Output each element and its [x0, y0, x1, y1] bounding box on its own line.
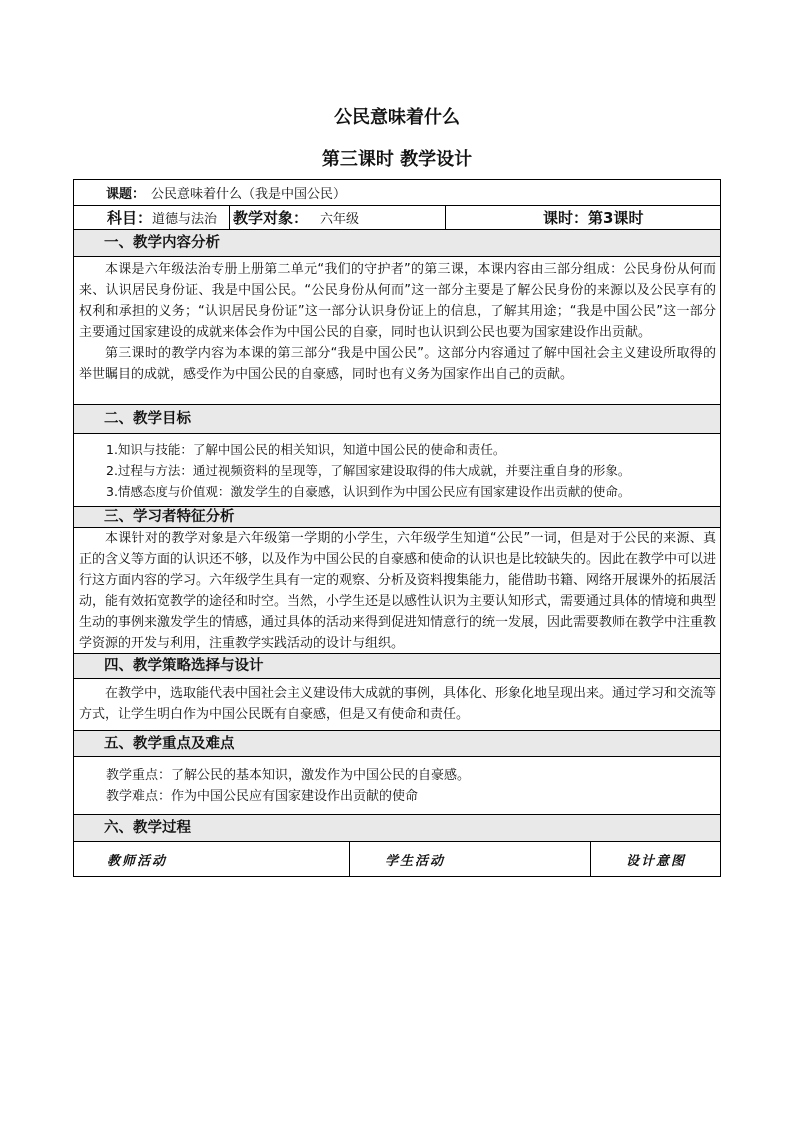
- subject-cell: [74, 206, 230, 229]
- subject-value: 道德与法治: [152, 212, 218, 227]
- section-3-text: [74, 528, 720, 654]
- topic-label: 课题：: [106, 187, 146, 202]
- section-4-heading-row: [74, 654, 720, 679]
- period-cell: [446, 206, 720, 229]
- section-4-text: [74, 679, 720, 725]
- teacher-activity-label: 教师活动: [107, 853, 168, 869]
- objective-item-3: 3.情感态度与价值观：激发学生的自豪感，认识到作为中国公民应有国家建设作出贡献的使命。: [106, 484, 631, 499]
- teacher-activity-header: [74, 842, 350, 876]
- document-subtitle: 第三课时 教学设计: [321, 149, 473, 170]
- section-3-heading-row: [74, 507, 720, 528]
- lesson-plan-table: [73, 179, 721, 877]
- design-intent-header: [591, 842, 720, 876]
- section-1-body: [74, 257, 720, 405]
- section-3-body: [74, 528, 720, 654]
- objectives-list: [74, 434, 720, 502]
- section-1-heading-row: [74, 230, 720, 257]
- section-2-body: [74, 434, 720, 507]
- key-points: [74, 757, 720, 807]
- key-point-text: 教学重点：了解公民的基本知识，激发作为中国公民的自豪感。: [106, 768, 471, 783]
- section-4-paragraph-1: 在教学中，选取能代表中国社会主义建设伟大成就的事例，具体化、形象化地呈现出来。通过学习和交流等方式，让学生明白作为中国公民既有自豪感，但是又有使命和责任。: [79, 686, 717, 722]
- section-3-paragraph-1: 本课针对的教学对象是六年级第一学期的小学生，六年级学生知道“公民”一词，但是对于公民的来源、真正的含义等方面的认识还不够，以及作为中国公民的自豪感和使命的认识也是比较缺失的。因此在教学中可以进行这方面内容的学习。六年级学生具有一定的观察、分析及资料搜集能力，能借助书籍、网络开展课外的拓展活动，能有效拓宽教学的途径和时空。当然，小学生还是以感性认识为主要认知形式，需要通过具体的情境和典型生动的事例来激发学生的情感，通过具体的活动来得到促进知情意行的统一发展，因此需要教师在教学中注重教学资源的开发与利用，注重教学实践活动的设计与组织。: [79, 531, 717, 651]
- process-table-header: [74, 842, 720, 876]
- subject-row: [74, 206, 720, 230]
- section-1-heading: 一、教学内容分析: [104, 235, 220, 251]
- section-1-paragraph-1: 本课是六年级法治专册上册第二单元“我们的守护者”的第三课，本课内容由三部分组成：公民身份从何而来、认识居民身份证、我是中国公民。“公民身份从何而”这一部分主要是了解公民身份的来源以及公民享有的权利和承担的义务；“认识居民身份证”这一部分认识身份证上的信息，了解其用途；“我是中国公民”这一部分主要通过国家建设的成就来体会作为中国公民的自豪，同时也认识到公民也要为国家建设作出贡献。: [79, 262, 716, 340]
- section-5-heading: 五、教学重点及难点: [104, 736, 235, 752]
- audience-cell: [230, 206, 446, 229]
- section-4-heading: 四、教学策略选择与设计: [104, 658, 264, 674]
- audience-value: 六年级: [320, 212, 360, 227]
- section-2-heading: 二、教学目标: [104, 411, 191, 427]
- objective-item-1: 1.知识与技能：了解中国公民的相关知识，知道中国公民的使命和责任。: [106, 442, 506, 457]
- section-1-paragraph-2: 第三课时的教学内容为本课的第三部分“我是中国公民”。这部分内容通过了解中国社会主义建设所取得的举世瞩目的成就，感受作为中国公民的自豪感，同时也有义务为国家作出自己的贡献。: [79, 346, 716, 382]
- topic-cell: [74, 180, 720, 205]
- section-3-heading: 三、学习者特征分析: [104, 509, 235, 525]
- student-activity-label: 学生活动: [385, 853, 446, 869]
- objective-item-2: 2.过程与方法：通过视频资料的呈现等，了解国家建设取得的伟大成就，并要注重自身的形象。: [106, 463, 631, 478]
- section-5-heading-row: [74, 731, 720, 757]
- section-6-heading-row: [74, 815, 720, 842]
- section-2-heading-row: [74, 405, 720, 434]
- topic-row: [74, 180, 720, 206]
- topic-value: 公民意味着什么（我是中国公民）: [151, 187, 347, 202]
- document-title: 公民意味着什么: [334, 107, 460, 128]
- section-1-text: [74, 257, 720, 385]
- section-4-body: [74, 679, 720, 731]
- difficult-point-text: 教学难点：作为中国公民应有国家建设作出贡献的使命: [106, 789, 419, 804]
- section-6-heading: 六、教学过程: [104, 820, 191, 836]
- student-activity-header: [350, 842, 591, 876]
- design-intent-label: 设计意图: [626, 853, 687, 869]
- subject-label: 科目：: [107, 209, 153, 227]
- section-5-body: [74, 757, 720, 815]
- audience-label: 教学对象：: [233, 209, 309, 227]
- period-text: 课时：第3课时: [543, 209, 644, 227]
